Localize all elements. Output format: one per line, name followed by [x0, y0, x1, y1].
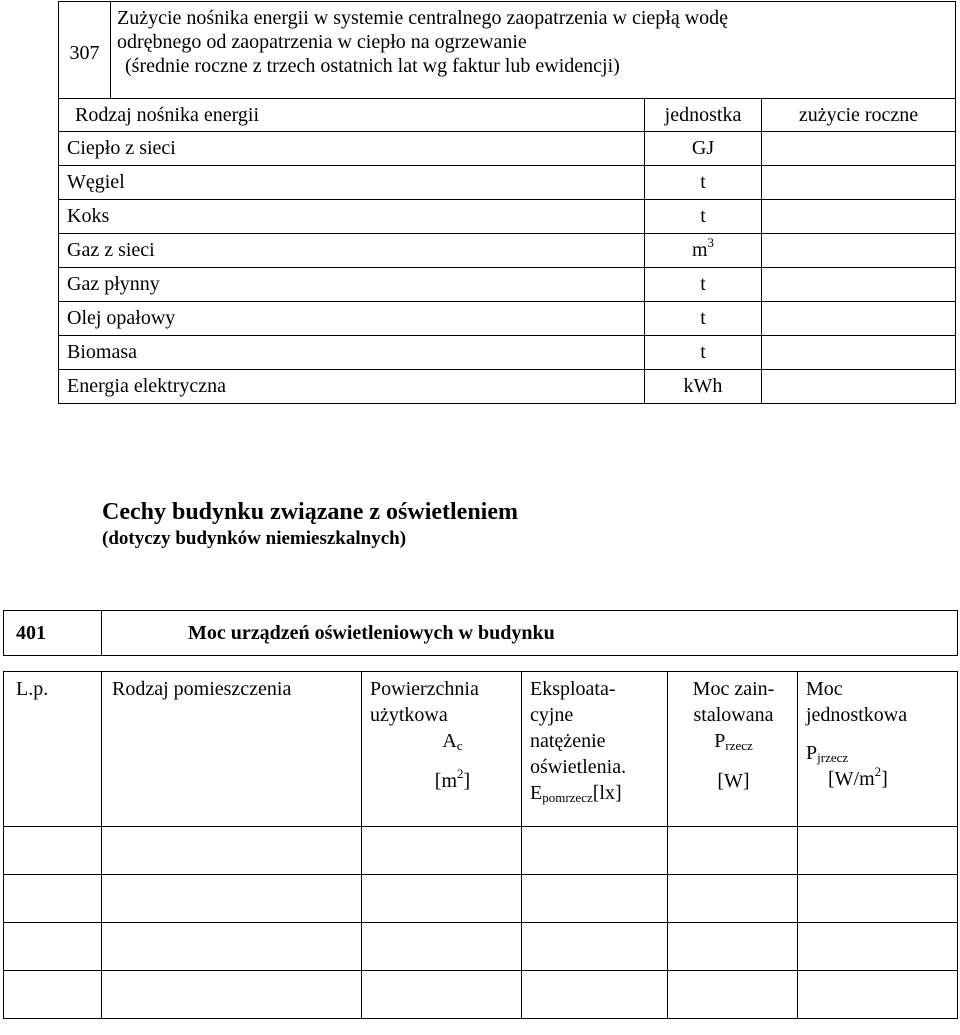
- carrier-unit: $m^3$: [645, 234, 762, 268]
- carrier-unit: t: [645, 166, 762, 200]
- cell-room[interactable]: [102, 923, 362, 971]
- carrier-unit: t: [645, 336, 762, 370]
- table-row: [59, 132, 956, 166]
- col-illuminance: Eksploata- cyjne natężenie oświetlenia. $E_{pomrzecz}[lx]$: [522, 672, 668, 827]
- col-unit-power: Moc jednostkowa $P_{jrzecz}$ $[W/m^2]$: [798, 672, 958, 827]
- header-carrier: Rodzaj nośnika energii: [59, 99, 645, 132]
- consumption-cell[interactable]: [762, 234, 956, 268]
- consumption-cell[interactable]: [762, 370, 956, 404]
- cell-lp[interactable]: [4, 827, 102, 875]
- carrier-unit: t: [645, 302, 762, 336]
- consumption-cell[interactable]: [762, 302, 956, 336]
- col-room: Rodzaj pomieszczenia: [102, 672, 362, 827]
- consumption-cell[interactable]: [762, 200, 956, 234]
- cell-installed-power[interactable]: [668, 971, 798, 1019]
- cell-room[interactable]: [102, 827, 362, 875]
- table-row: [4, 827, 958, 875]
- cell-lp[interactable]: [4, 875, 102, 923]
- cell-illuminance[interactable]: [522, 827, 668, 875]
- table-401-number: 401: [4, 611, 102, 656]
- table-401: [3, 610, 958, 1019]
- table-row: [59, 370, 956, 404]
- cell-installed-power[interactable]: [668, 875, 798, 923]
- section-subtitle: (dotyczy budynków niemieszkalnych): [102, 528, 407, 549]
- cell-illuminance[interactable]: [522, 875, 668, 923]
- header-unit: jednostka: [645, 99, 762, 132]
- table-row: [59, 200, 956, 234]
- cell-area[interactable]: [362, 923, 522, 971]
- cell-area[interactable]: [362, 971, 522, 1019]
- cell-area[interactable]: [362, 875, 522, 923]
- section-title: Cechy budynku związane z oświetleniem: [102, 499, 518, 525]
- spacer: [4, 656, 958, 672]
- table-401-title: Moc urządzeń oświetleniowych w budynku: [102, 611, 958, 656]
- consumption-cell[interactable]: [762, 336, 956, 370]
- carrier-name: Koks: [59, 200, 645, 234]
- carrier-unit: GJ: [645, 132, 762, 166]
- cell-unit-power[interactable]: [798, 923, 958, 971]
- cell-room[interactable]: [102, 875, 362, 923]
- consumption-cell[interactable]: [762, 166, 956, 200]
- carrier-unit: t: [645, 268, 762, 302]
- col-installed-power: Moc zain- stalowana $P_{rzecz}$ [W]: [668, 672, 798, 827]
- table-row: [4, 971, 958, 1019]
- cell-lp[interactable]: [4, 923, 102, 971]
- cell-lp[interactable]: [4, 971, 102, 1019]
- table-307: [58, 1, 956, 404]
- carrier-name: Energia elektryczna: [59, 370, 645, 404]
- table-row: [59, 302, 956, 336]
- cell-illuminance[interactable]: [522, 923, 668, 971]
- consumption-cell[interactable]: [762, 132, 956, 166]
- carrier-name: Gaz płynny: [59, 268, 645, 302]
- table-307-title-line-2: odrębnego od zaopatrzenia w ciepło na ogrzewanie: [117, 31, 527, 53]
- carrier-name: Olej opałowy: [59, 302, 645, 336]
- carrier-name: Węgiel: [59, 166, 645, 200]
- table-row: [59, 234, 956, 268]
- carrier-unit: kWh: [645, 370, 762, 404]
- cell-installed-power[interactable]: [668, 923, 798, 971]
- cell-installed-power[interactable]: [668, 827, 798, 875]
- col-area: Powierzchnia użytkowa $A_c$ $[m^2]$: [362, 672, 522, 827]
- table-row: [59, 336, 956, 370]
- cell-unit-power[interactable]: [798, 827, 958, 875]
- cell-illuminance[interactable]: [522, 971, 668, 1019]
- column-header-row: [4, 672, 958, 827]
- table-row: [4, 875, 958, 923]
- consumption-cell[interactable]: [762, 268, 956, 302]
- col-lp: L.p.: [4, 672, 102, 827]
- carrier-unit: t: [645, 200, 762, 234]
- carrier-name: Biomasa: [59, 336, 645, 370]
- table-row: [59, 268, 956, 302]
- cell-unit-power[interactable]: [798, 875, 958, 923]
- carrier-name: Ciepło z sieci: [59, 132, 645, 166]
- table-307-number: 307: [59, 2, 111, 99]
- table-307-title-line-1: Zużycie nośnika energii w systemie centralnego zaopatrzenia w ciepłą wodę: [117, 7, 729, 29]
- carrier-name: Gaz z sieci: [59, 234, 645, 268]
- cell-unit-power[interactable]: [798, 971, 958, 1019]
- table-row: [4, 923, 958, 971]
- table-row: [59, 166, 956, 200]
- table-307-title-line-3: (średnie roczne z trzech ostatnich lat wg faktur lub ewidencji): [125, 55, 620, 77]
- header-consumption: zużycie roczne: [762, 99, 956, 132]
- cell-room[interactable]: [102, 971, 362, 1019]
- section-heading: [102, 497, 518, 551]
- table-307-title: [111, 2, 956, 99]
- cell-area[interactable]: [362, 827, 522, 875]
